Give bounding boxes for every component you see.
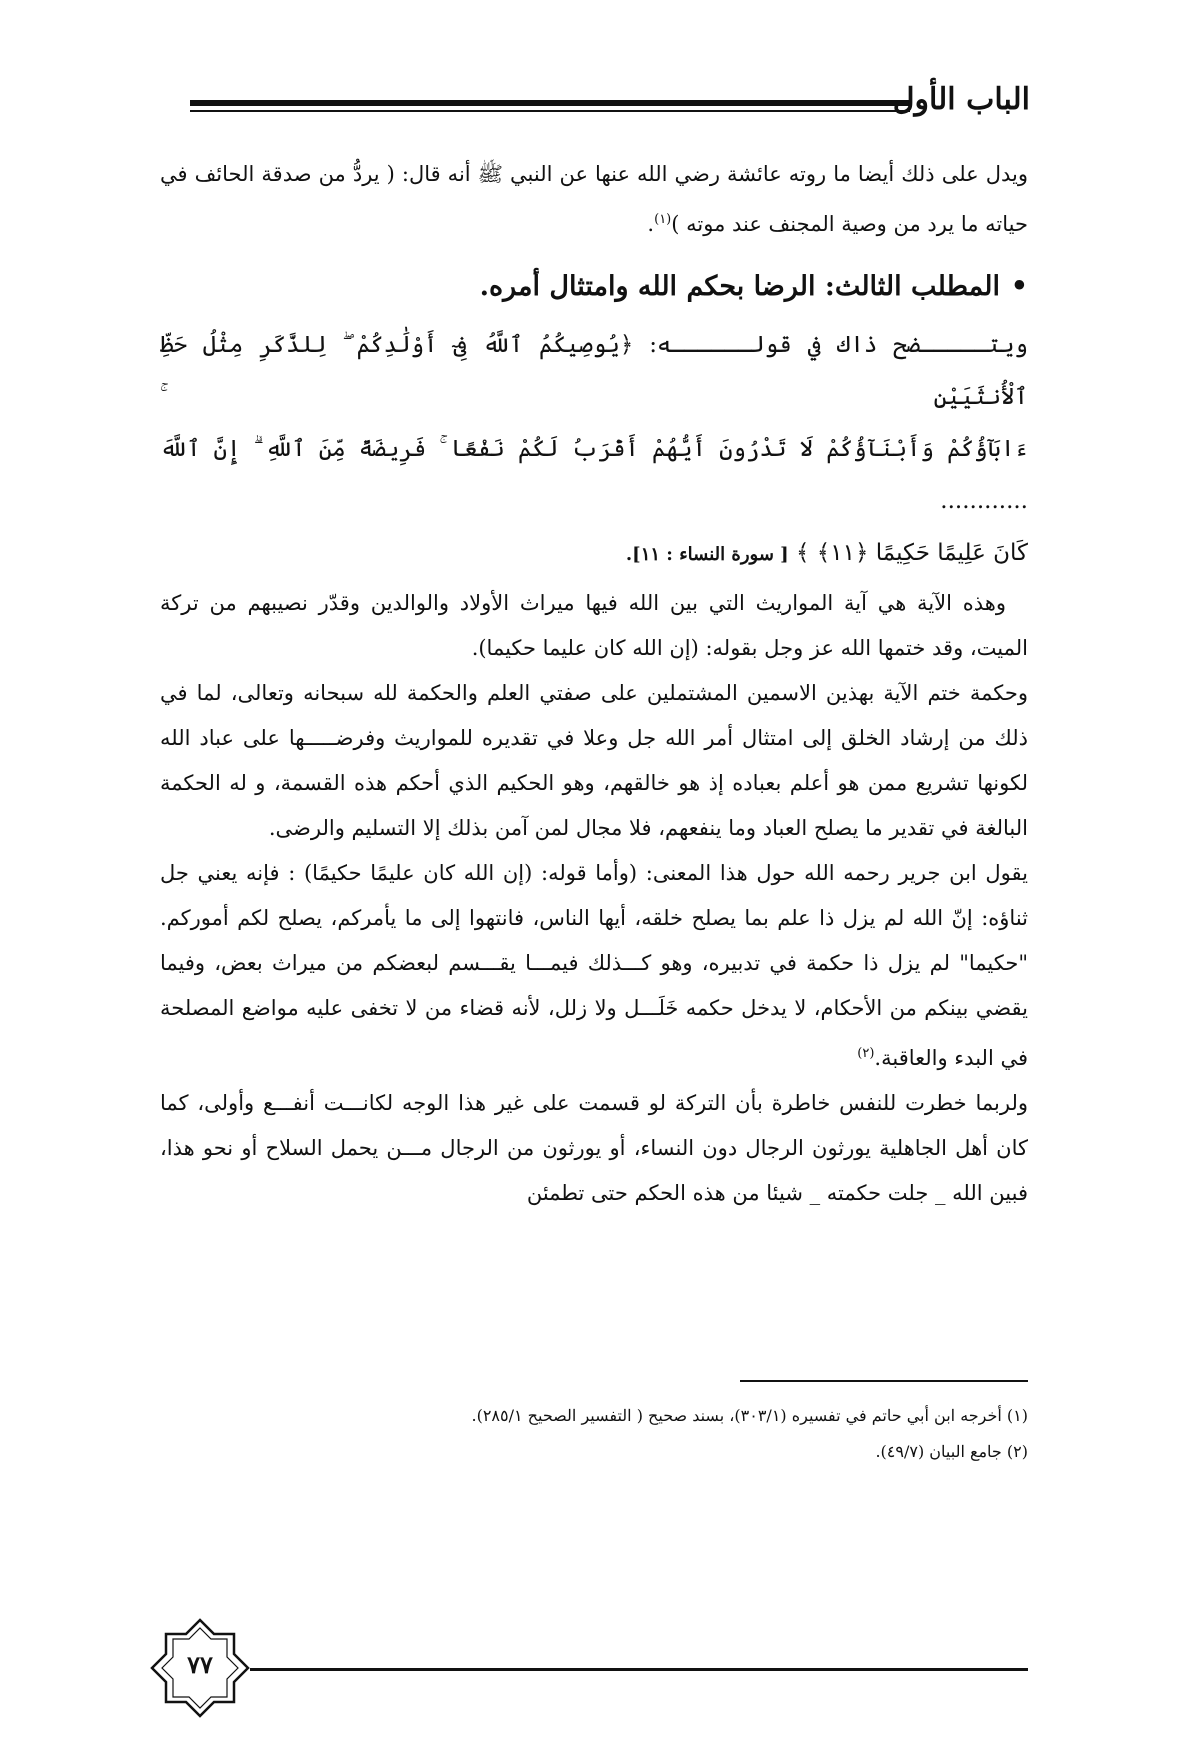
paragraph-5 [160, 1081, 1028, 1216]
paragraph-1 [160, 152, 1028, 247]
header-rule [190, 100, 910, 106]
footnote-marker-2: (٢) [857, 1046, 875, 1061]
text-line: وأولى، كما كان أهل الجاهلية يورثون الرجال دون النساء، أو يورثون من الرجال مـــن [160, 1091, 1028, 1160]
text-line: لبعضكم من ميراث بعض، وفيما يقضي بينكم من الأحكام، لا يدخل حكمه خَلَـــل ولا [160, 951, 1028, 1020]
page-header [190, 78, 1030, 128]
footnote-marker-1: (١) [654, 212, 672, 227]
text-line: يقول ابن جرير رحمه الله حول هذا المعنى: (وأما قوله: (إن الله كان عليمًا حكيمًا) : فإنه [246, 861, 1028, 885]
footnote-1: (١) أخرجه ابن أبي حاتم في تفسيره (٣٠٣/١)، بسند صحيح ( التفسير الصحيح ٢٨٥/١). [471, 1406, 1028, 1425]
sura-reference: [ سورة النساء : ١١]. [625, 544, 789, 565]
verse-line: ويتـــــضح ذاك في قولــــــه: ﴿يُوصِيكُمُ ٱللَّهُ فِىٓ أَوْلَٰدِكُمْ ۖ لِلذَّكَرِ مِثْلُ حَظِّ ٱلْأُنثَيَيْنِ ۚ [160, 332, 1028, 410]
body-text [160, 152, 1028, 1216]
running-title: الباب الأول [892, 82, 1030, 117]
verse-text: كَانَ عَلِيمًا حَكِيمًا ﴿١١﴾ ﴾ [796, 540, 1028, 566]
paragraph-3 [160, 671, 1028, 851]
footnote-2: (٢) جامع البيان (٤٩/٧). [875, 1442, 1028, 1461]
text-line: ويدل على ذلك أيضا ما روته عائشة رضي الله عنها عن النبي ﷺ أنه قال: ( يردُّ من صدقة [261, 162, 1028, 186]
text-line: لما في ذلك من إرشاد الخلق إلى امتثال أمر الله جل وعلا في تقديره للمواريث وفرضـــــها [160, 681, 1028, 750]
footnotes [160, 1398, 1028, 1470]
text-line: ولربما خطرت للنفس خاطرة بأن التركة لو قسمت على غير هذا الوجه لكانـــت أنفـــع [263, 1091, 1028, 1115]
text-line: الحائف في حياته ما يرد من وصية المجنف عند موته ) [160, 162, 1028, 236]
text-line: يعني جل ثناؤه: إنّ الله لم يزل ذا علم بما يصلح خلقه، أيها الناس، فانتهوا إلى ما يأمركم، [160, 861, 1028, 930]
page-number: ٧٧ [187, 1650, 213, 1679]
section-heading-text: المطلب الثالث: الرضا بحكم الله وامتثال أمره. [479, 271, 1000, 302]
bullet-icon: • [1010, 271, 1028, 302]
verse-line-last [160, 527, 1028, 581]
header-rule-thin [190, 110, 910, 112]
text-line: يحمل السلاح أو نحو هذا، فبين الله _ جلت حكمته _ شيئا من هذه الحكم حتى تطمئن [160, 1136, 1028, 1205]
text-line: تركة الميت، وقد ختمها الله عز وجل بقوله: (إن الله كان عليما حكيما). [160, 591, 1028, 660]
text-punct: . [647, 212, 655, 236]
section-heading [160, 261, 1028, 313]
text-line: زلل، لأنه قضاء من لا تخفى عليه مواضع المصلحة في البدء والعاقبة. [160, 996, 1028, 1070]
text-line: وحكمة ختم الآية بهذين الاسمين المشتملين على صفتي العلم والحكمة لله سبحانه وتعالى، [230, 681, 1028, 705]
text-line: وهذه الآية هي آية المواريث التي بين الله فيها ميراث الأولاد والوالدين وقدّر نصيبهم من [209, 591, 1006, 615]
footnote-separator [740, 1380, 1028, 1382]
text-line: على عباد الله لكونها تشريع ممن هو أعلم بعباده إذ هو خالقهم، وهو الحكيم الذي أحكم [160, 726, 1028, 795]
text-line: هذه القسمة، و له الحكمة البالغة في تقدير ما يصلح العباد وما ينفعهم، فلا مجال لمن آمن [160, 771, 1028, 840]
text-line: بذلك إلا التسليم والرضى. [268, 816, 489, 840]
verse-line: ءَابَآؤُكُمْ وَأَبْنَآؤُكُمْ لَا تَدْرُونَ أَيُّهُمْ أَقْرَبُ لَكُمْ نَفْعًا ۚ فَرِيضَةً مِّنَ ٱللَّهِ ۗ إِنَّ ٱللَّهَ ............ [160, 436, 1028, 514]
paragraph-2 [160, 581, 1028, 671]
paragraph-4 [160, 851, 1028, 1081]
text-line: يصلح لكم أموركم. "حكيما" لم يزل ذا حكمة في تدبيره، وهو كـــذلك فيمـــا يقـــسم [160, 906, 1028, 975]
footer-rule [250, 1668, 1028, 1671]
